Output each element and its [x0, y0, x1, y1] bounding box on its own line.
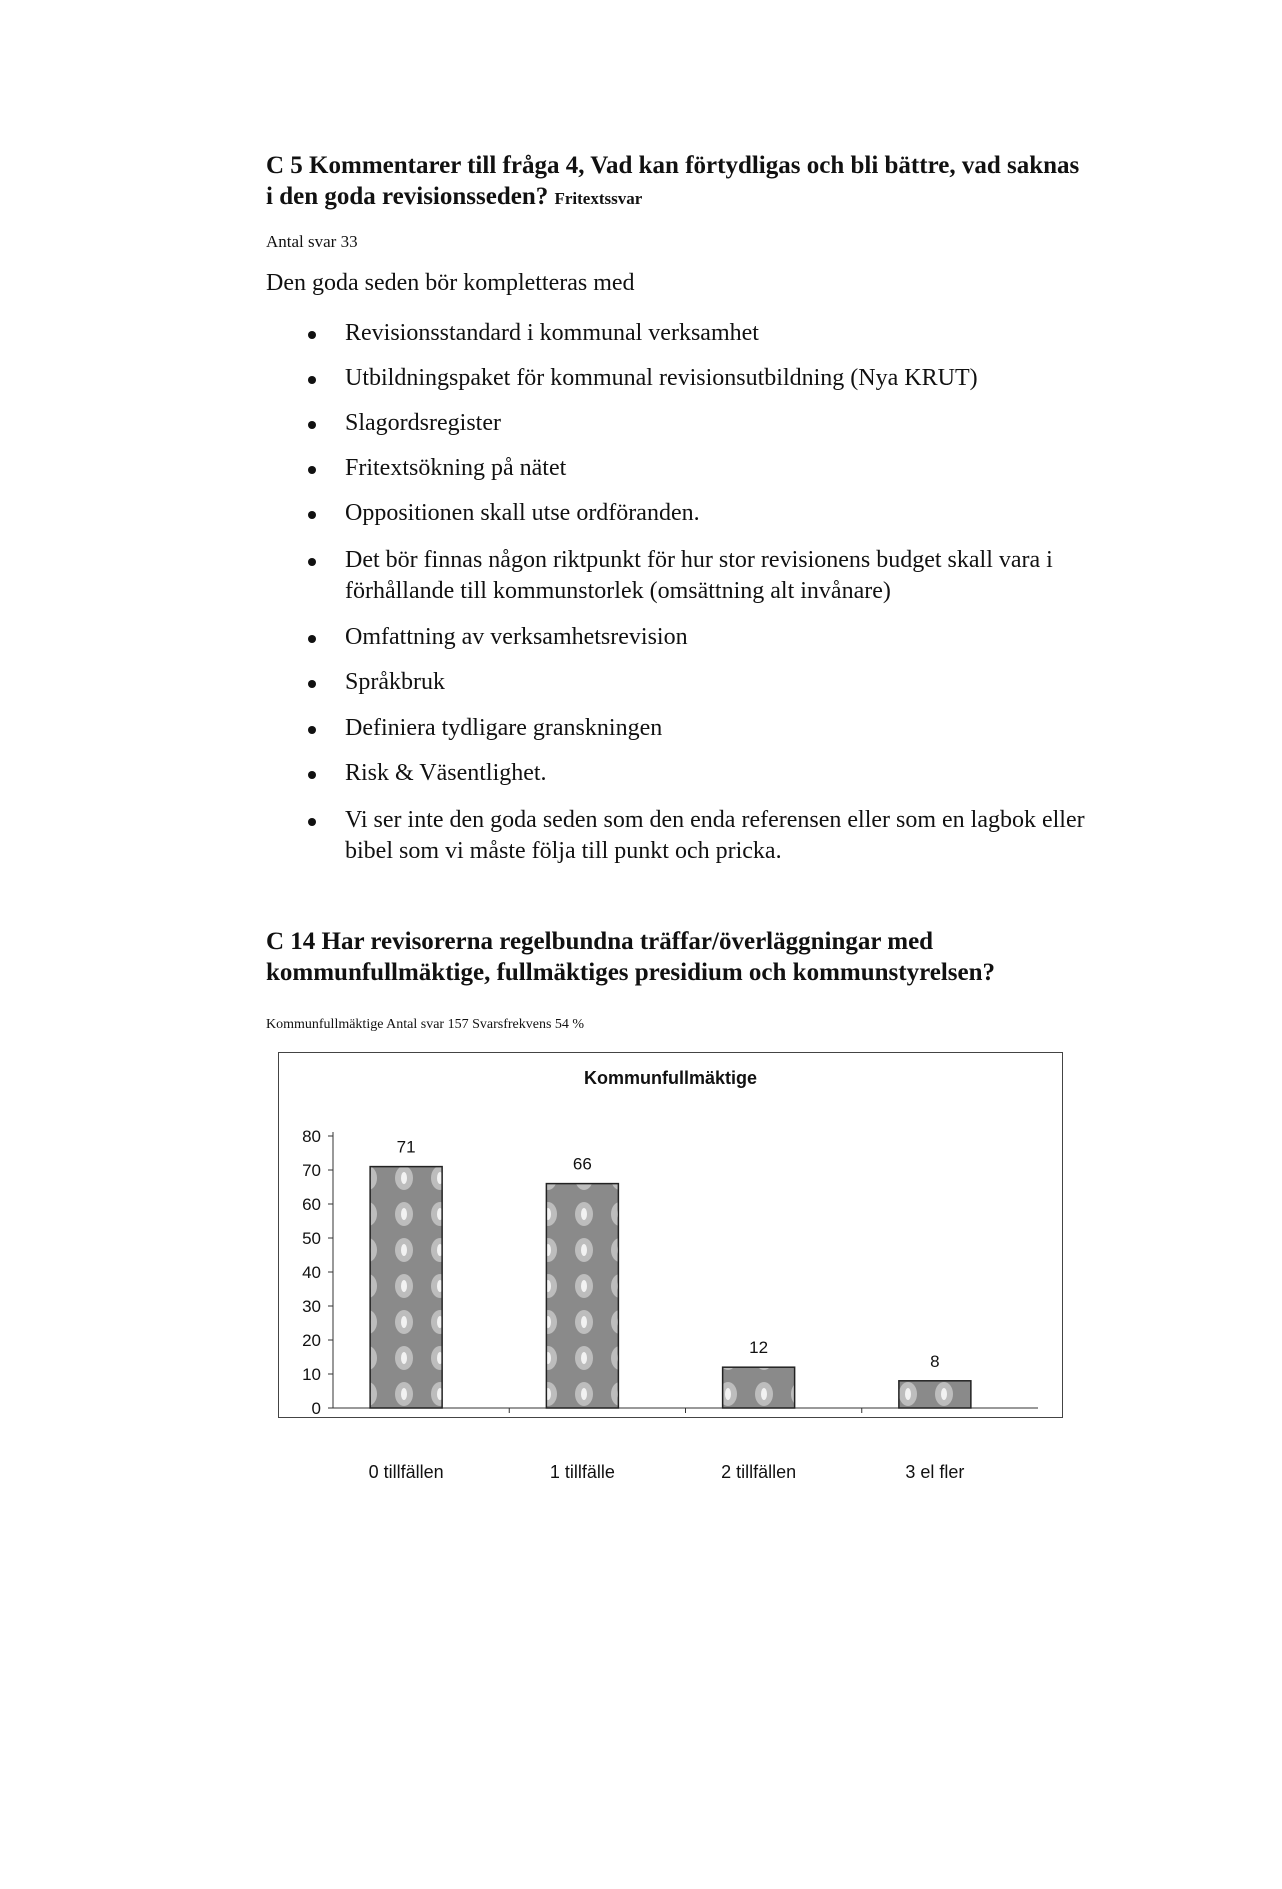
x-category-label: 2 tillfällen	[721, 1462, 797, 1482]
section-c5-meta: Antal svar 33	[266, 232, 358, 251]
section-c5-intro: Den goda seden bör kompletteras med	[266, 270, 635, 296]
section-c5-title-tag: Fritextssvar	[554, 189, 643, 208]
chart-canvas	[278, 1052, 1063, 1472]
bar-chart	[278, 1052, 1063, 1472]
bullet-icon	[308, 680, 316, 688]
y-tick-label: 30	[302, 1297, 321, 1316]
y-tick-label: 60	[302, 1195, 321, 1214]
bullet-icon	[308, 635, 316, 643]
bar-data-label: 12	[749, 1338, 769, 1358]
bullet-icon	[308, 376, 316, 384]
chart-bars	[370, 1138, 971, 1408]
x-category-label: 0 tillfällen	[368, 1462, 444, 1482]
bullet-icon	[308, 818, 316, 826]
list-item-text: Det bör finnas någon riktpunkt för hur stor revisionens budget skall vara i förhållande till kommunstorlek (omsättning alt invånare)	[345, 547, 1053, 604]
x-category-label: 3 el fler	[905, 1462, 965, 1482]
y-tick-label: 80	[302, 1127, 321, 1146]
bullet-icon	[308, 726, 316, 734]
list-item-text: Revisionsstandard i kommunal verksamhet	[345, 320, 759, 346]
y-tick-label: 50	[302, 1229, 321, 1248]
bullet-icon	[308, 421, 316, 429]
x-category-label: 1 tillfälle	[549, 1462, 615, 1482]
y-tick-label: 40	[302, 1263, 321, 1282]
list-item-text: Omfattning av verksamhetsrevision	[345, 624, 688, 650]
y-tick-label: 10	[302, 1365, 321, 1384]
bar	[370, 1167, 442, 1408]
bullet-icon	[308, 511, 316, 519]
section-c14-title: C 14 Har revisorerna regelbundna träffar/överläggningar med kommunfullmäktige, fullmäktiges presidium och kommunstyrelsen?	[266, 928, 996, 986]
bar-data-label: 71	[396, 1137, 416, 1157]
bullet-icon	[308, 771, 316, 779]
bar	[546, 1184, 618, 1408]
bullet-icon	[308, 331, 316, 339]
y-tick-label: 20	[302, 1331, 321, 1350]
list-item-text: Fritextsökning på nätet	[345, 455, 567, 481]
section-c5-title-text: C 5 Kommentarer till fråga 4, Vad kan förtydligas och bli bättre, vad saknas i den goda revisionsseden?	[266, 152, 1080, 210]
list-item-text: Definiera tydligare granskningen	[345, 715, 663, 741]
list-item-text: Risk & Väsentlighet.	[345, 760, 547, 786]
section-c14-meta: Kommunfullmäktige Antal svar 157 Svarsfrekvens 54 %	[266, 1017, 585, 1032]
y-tick-label: 0	[311, 1399, 321, 1418]
chart-title: Kommunfullmäktige	[583, 1068, 757, 1088]
list-item-text: Vi ser inte den goda seden som den enda referensen eller som en lagbok eller bibel som vi måste följa till punkt och pricka.	[345, 807, 1085, 864]
bar	[899, 1381, 971, 1408]
bullet-icon	[308, 466, 316, 474]
list-item-text: Språkbruk	[345, 669, 445, 695]
section-c5-title	[266, 150, 1086, 214]
list-item-text: Oppositionen skall utse ordföranden.	[345, 500, 700, 526]
list-item-text: Slagordsregister	[345, 410, 501, 436]
bar-data-label: 66	[572, 1154, 592, 1174]
bar	[723, 1367, 795, 1408]
list-item-text: Utbildningspaket för kommunal revisionsutbildning (Nya KRUT)	[345, 365, 978, 391]
bullet-icon	[308, 558, 316, 566]
y-tick-label: 70	[302, 1161, 321, 1180]
bar-data-label: 8	[930, 1351, 940, 1371]
